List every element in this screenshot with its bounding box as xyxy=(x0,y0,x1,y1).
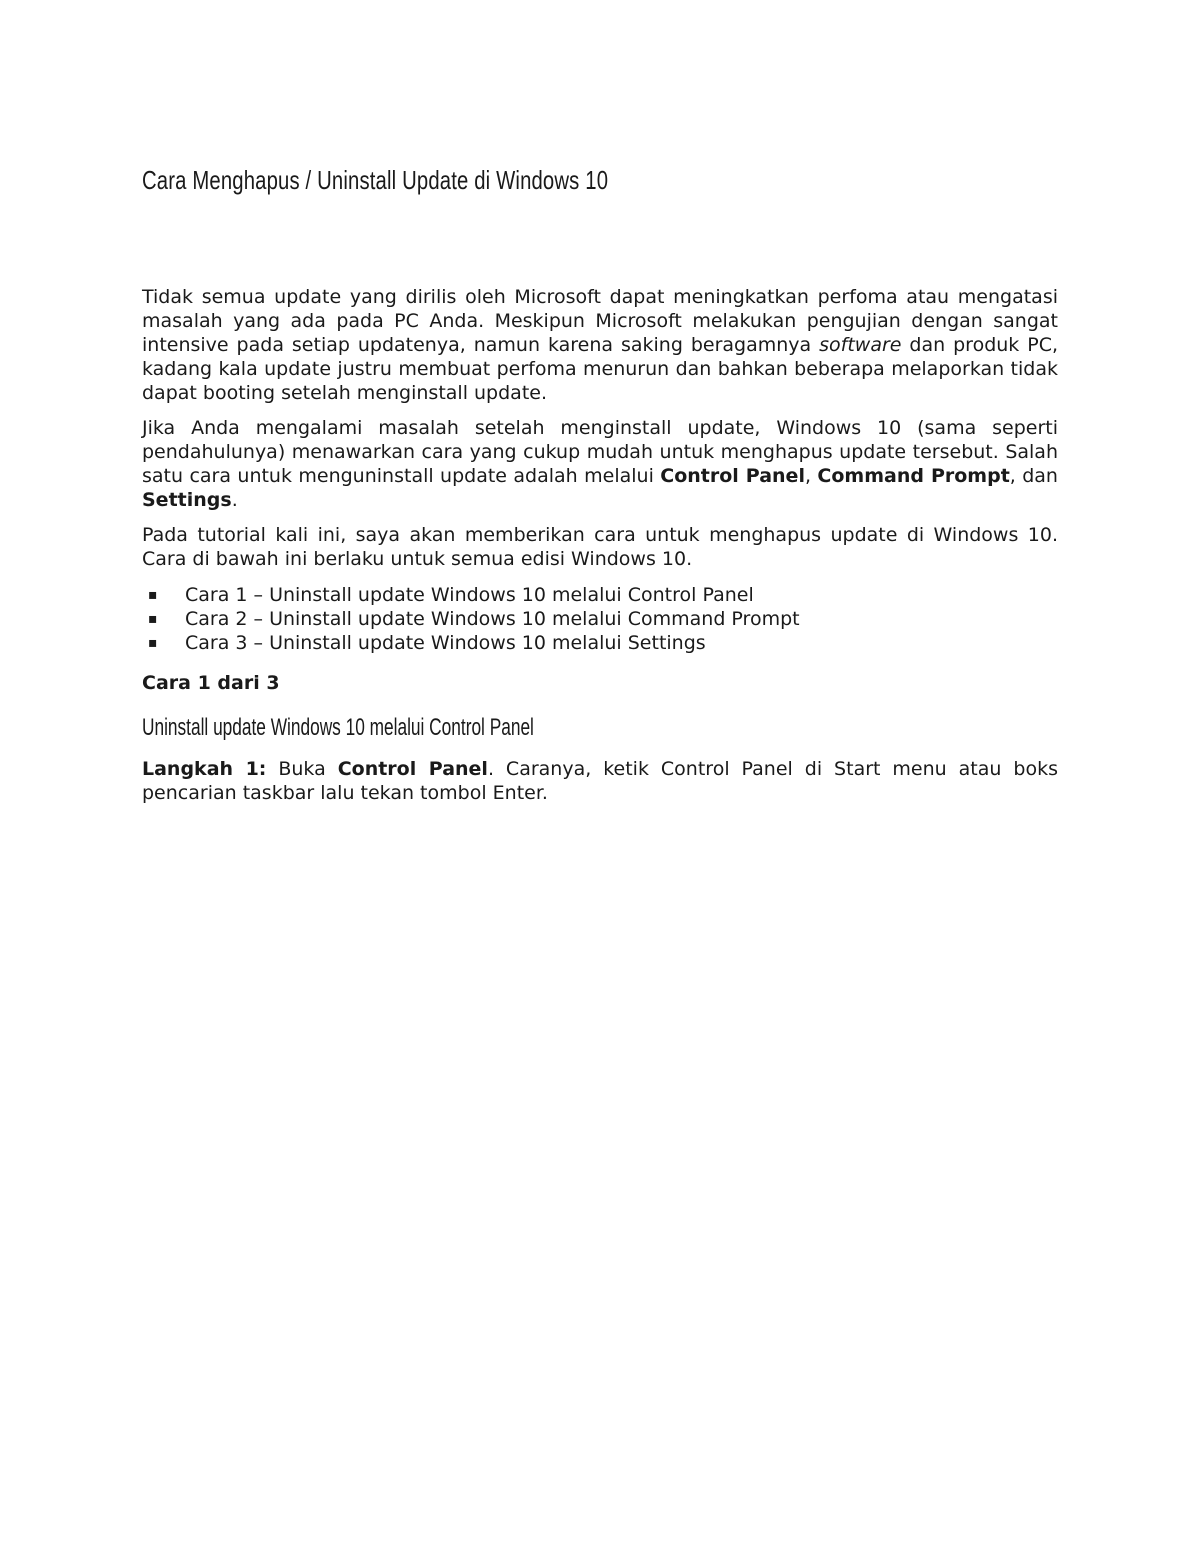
methods-text: Jika Anda mengalami masalah setelah menginstall update, Windows 10 (sama seperti pendahulunya) menawarkan cara yang cukup mudah untuk menghapus update tersebut. Salah satu cara untuk menguninstall update adalah melalui xyxy=(142,417,1058,487)
list-item-text: Cara 2 – Uninstall update Windows 10 melalui Command Prompt xyxy=(185,608,800,630)
list-item-text: Cara 1 – Uninstall update Windows 10 melalui Control Panel xyxy=(185,584,754,606)
methods-period: . xyxy=(231,489,238,511)
method-settings: Settings xyxy=(142,489,232,511)
methods-paragraph xyxy=(142,416,1058,512)
list-item-text: Cara 3 – Uninstall update Windows 10 melalui Settings xyxy=(185,632,706,654)
intro-italic-software: software xyxy=(819,334,902,356)
step-control-panel: Control Panel xyxy=(337,758,488,780)
step-heading: Cara 1 dari 3 xyxy=(142,672,280,694)
intro-text-end: dan produk PC, kadang kala update justru membuat perfoma menurun dan bahkan beberapa melaporkan tidak dapat booting setelah menginstall update. xyxy=(142,334,1059,404)
section-heading: Uninstall update Windows 10 melalui Control Panel xyxy=(142,714,534,741)
list-item xyxy=(142,631,1058,655)
document-title: Cara Menghapus / Uninstall Update di Windows 10 xyxy=(142,165,609,195)
intro-text-start: Tidak semua update yang dirilis oleh Microsoft dapat meningkatkan perfoma atau mengatasi masalah yang ada pada PC Anda. Meskipun Microsoft melakukan pengujian dengan sangat intensive pada setiap updatenya, namun karena saking beragamnya xyxy=(142,286,1058,356)
list-item xyxy=(142,583,1058,607)
bullet-square-icon: ▪ xyxy=(148,587,158,603)
bullet-square-icon: ▪ xyxy=(148,635,158,651)
methods-list xyxy=(142,583,1058,655)
tutorial-paragraph: Pada tutorial kali ini, saya akan memberikan cara untuk menghapus update di Windows 10. Cara di bawah ini berlaku untuk semua edisi Windows 10. xyxy=(142,524,1058,570)
document-content xyxy=(142,160,1058,805)
step-text-1: Buka xyxy=(266,758,338,780)
method-command-prompt: Command Prompt xyxy=(817,465,1010,487)
method-control-panel: Control Panel xyxy=(660,465,805,487)
intro-paragraph xyxy=(142,285,1058,405)
step-label: Langkah 1: xyxy=(142,758,267,780)
bullet-square-icon: ▪ xyxy=(148,611,158,627)
methods-separator-1: , xyxy=(804,465,818,487)
methods-separator-2: , dan xyxy=(1009,465,1058,487)
list-item xyxy=(142,607,1058,631)
step-paragraph xyxy=(142,757,1058,805)
step-text-2: . Caranya, ketik Control Panel di Start menu atau boks pencarian taskbar lalu tekan tombol Enter. xyxy=(142,758,1058,804)
